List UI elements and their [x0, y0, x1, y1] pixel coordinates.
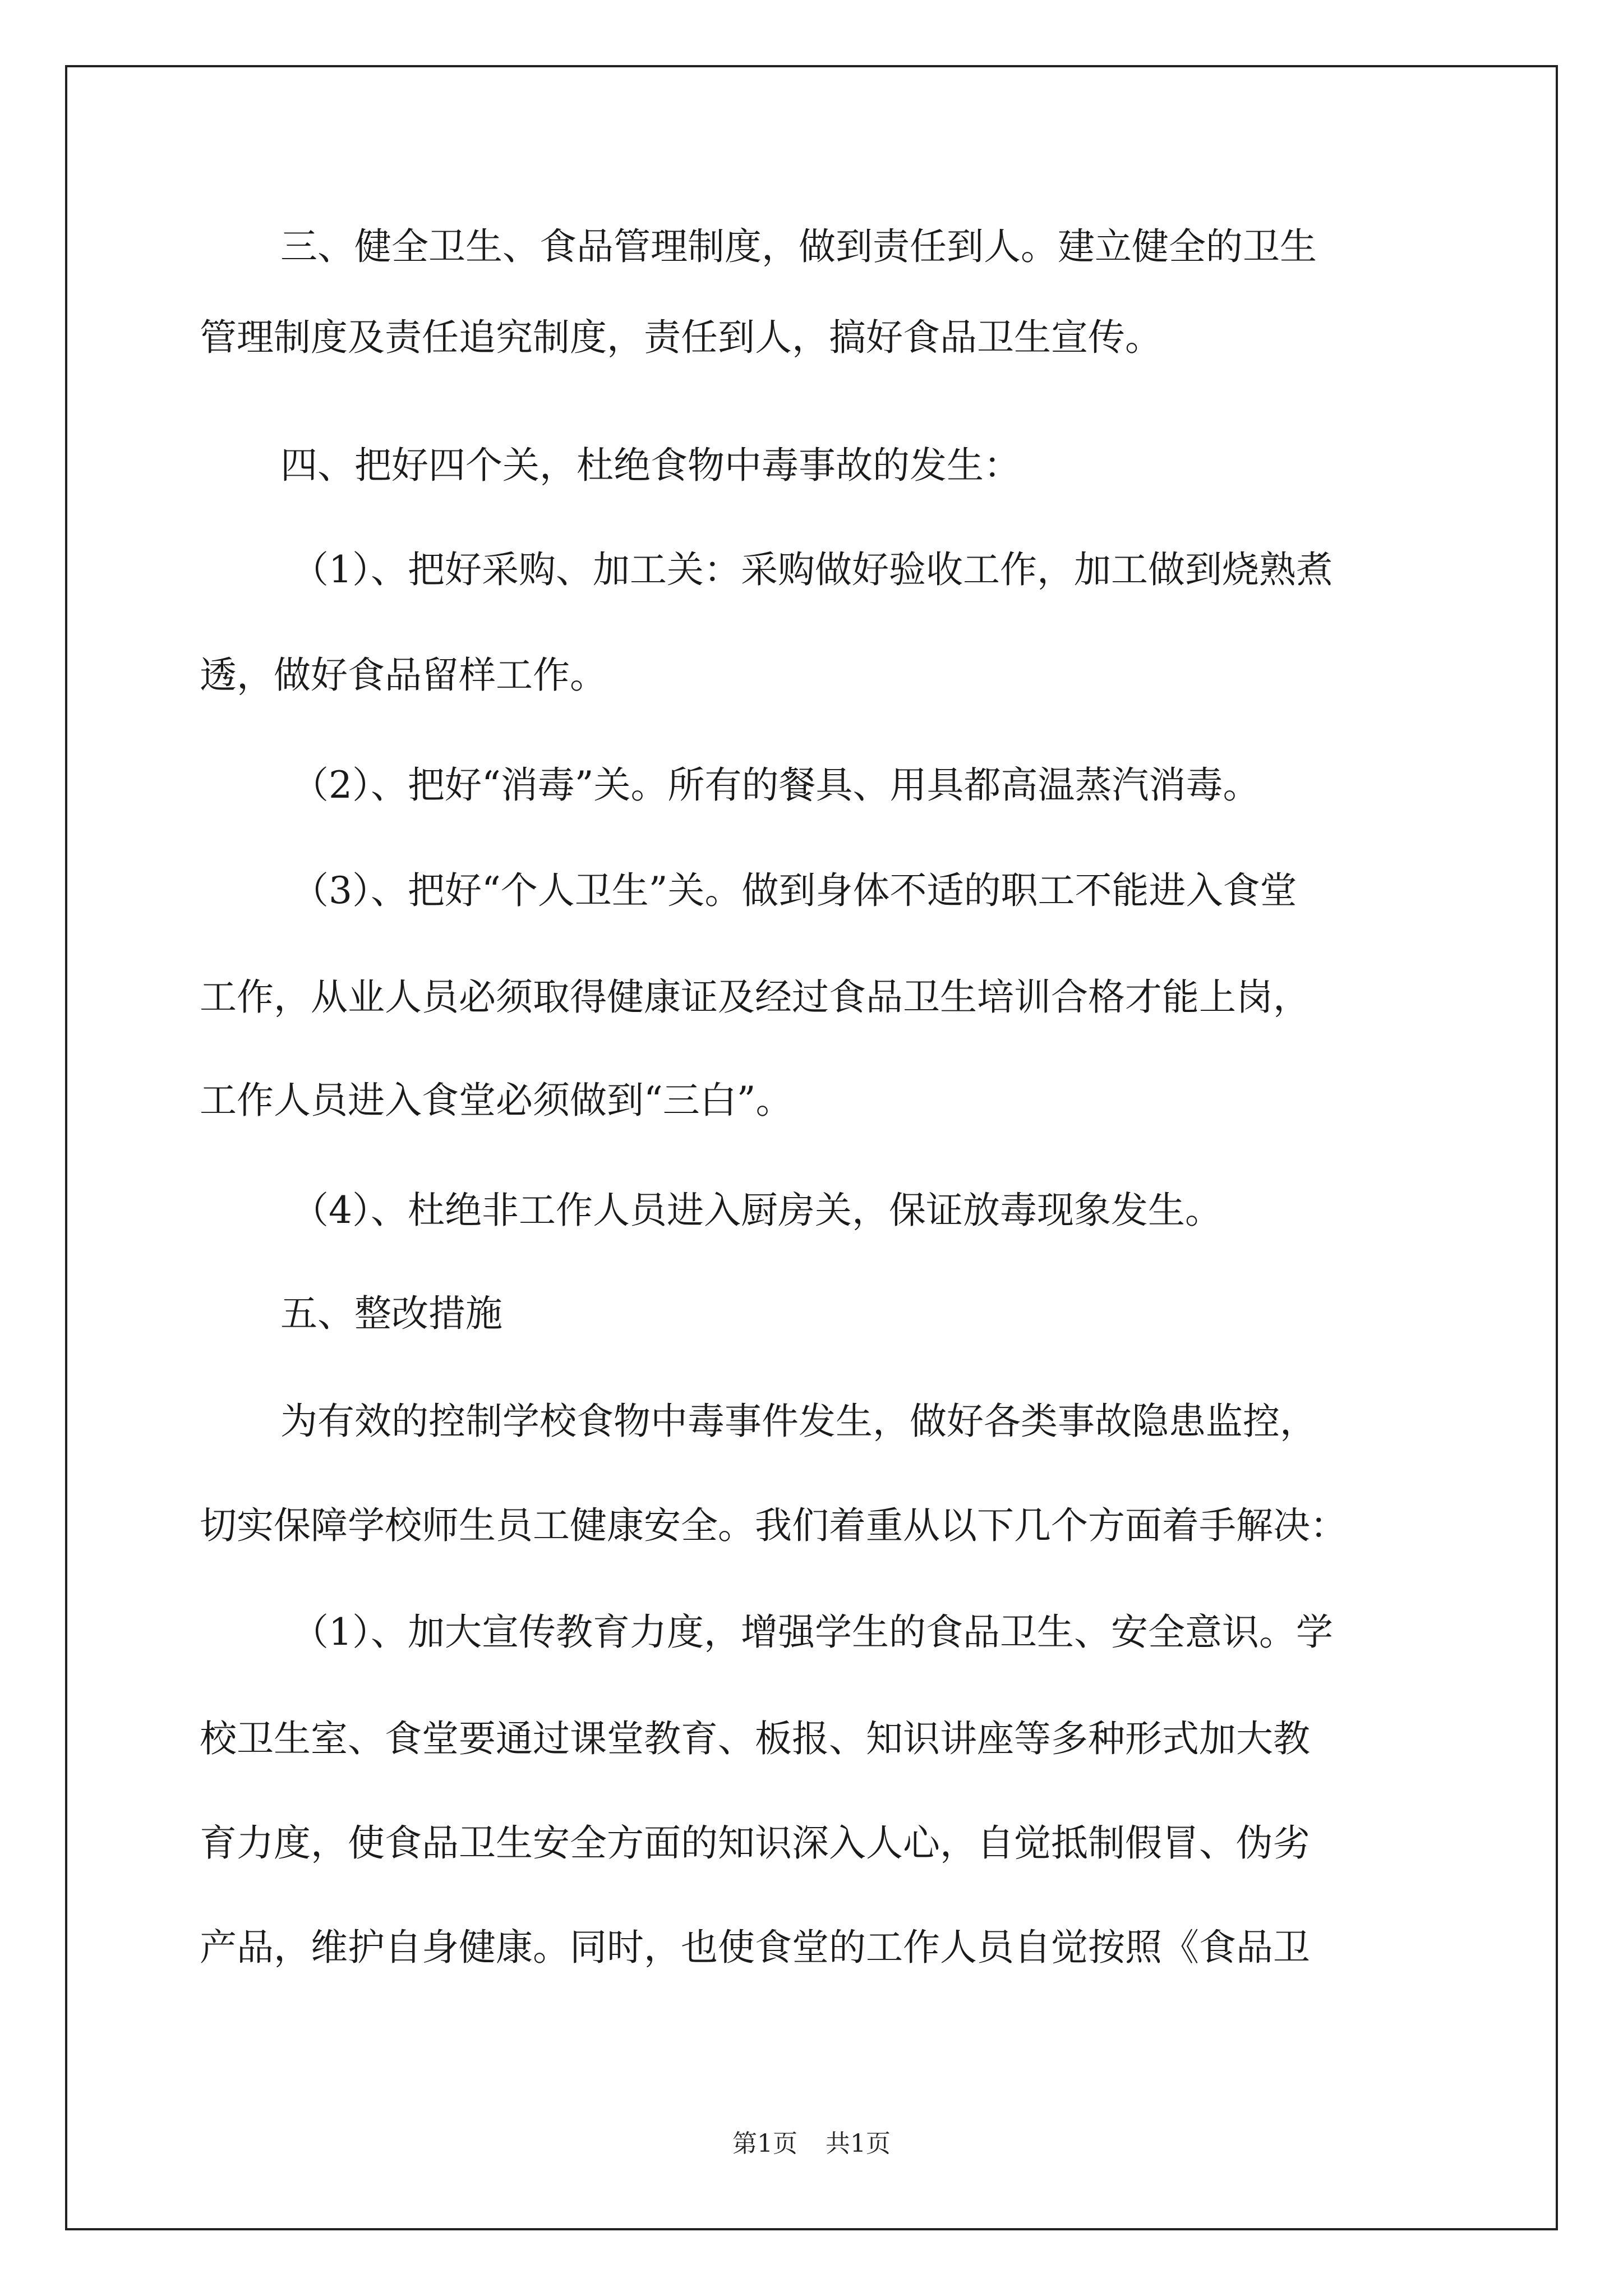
page-number: 第1页	[732, 2129, 797, 2158]
paragraph-line: 三、健全卫生、食品管理制度，做到责任到人。建立健全的卫生	[280, 225, 1317, 268]
paragraph-line: 育力度，使食品卫生安全方面的知识深入人心，自觉抵制假冒、伪劣	[200, 1821, 1310, 1865]
paragraph-line: （3）、把好“个人卫生”关。做到身体不适的职工不能进入食堂	[292, 869, 1297, 912]
paragraph-line: 管理制度及责任追究制度，责任到人，搞好食品卫生宣传。	[200, 316, 1162, 359]
paragraph-line: （1）、加大宣传教育力度，增强学生的食品卫生、安全意识。学	[292, 1611, 1333, 1654]
paragraph-line: 校卫生室、食堂要通过课堂教育、板报、知识讲座等多种形式加大教	[200, 1717, 1310, 1760]
page-total: 共1页	[826, 2129, 891, 2158]
paragraph-line: 为有效的控制学校食物中毒事件发生，做好各类事故隐患监控，	[280, 1400, 1317, 1443]
paragraph-line: 切实保障学校师生员工健康安全。我们着重从以下几个方面着手解决：	[200, 1504, 1347, 1547]
paragraph-line: 工作人员进入食堂必须做到“三白”。	[200, 1079, 793, 1122]
paragraph-line: 透，做好食品留样工作。	[200, 654, 607, 697]
paragraph-line: （4）、杜绝非工作人员进入厨房关，保证放毒现象发生。	[292, 1189, 1222, 1232]
paragraph-line: 工作，从业人员必须取得健康证及经过食品卫生培训合格才能上岗，	[200, 976, 1310, 1019]
paragraph-line: （1）、把好采购、加工关：采购做好验收工作，加工做到烧熟煮	[292, 548, 1333, 591]
paragraph-line: 产品，维护自身健康。同时，也使食堂的工作人员自觉按照《食品卫	[200, 1926, 1310, 1969]
paragraph-line: 四、把好四个关，杜绝食物中毒事故的发生：	[280, 444, 1021, 487]
section-heading: 五、整改措施	[280, 1292, 502, 1335]
page-footer	[0, 2128, 1623, 2160]
page-border	[65, 65, 1558, 2230]
paragraph-line: （2）、把好“消毒”关。所有的餐具、用具都高温蒸汽消毒。	[292, 763, 1260, 807]
